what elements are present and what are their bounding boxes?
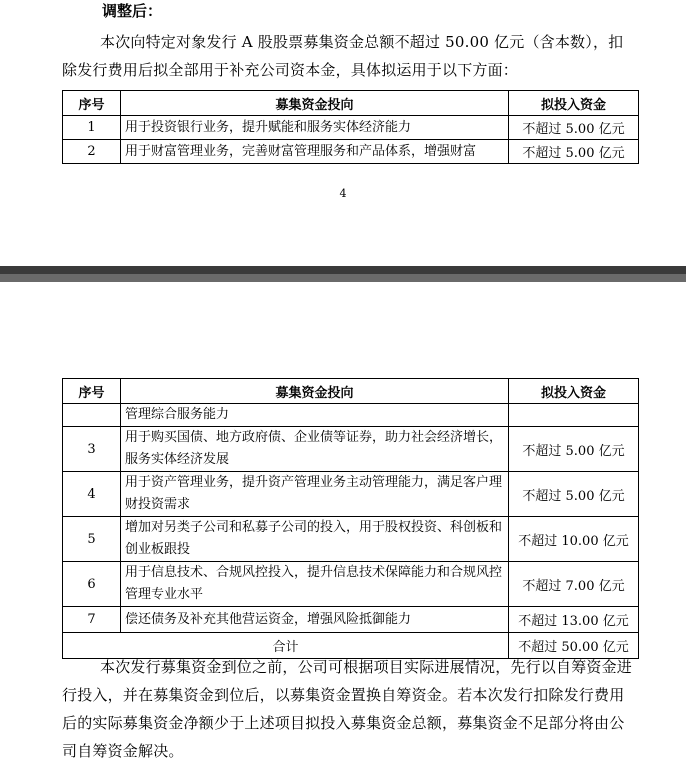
closing-paragraph: 本次发行募集资金到位之前，公司可根据项目实际进展情况，先行以自筹资金进行投入，并在募集资金到位后，以募集资金置换自筹资金。若本次发行扣除发行费用后的实际募集资金净额少于上述项目拟投入募集资金总额，募集资金不足部分将由公司自筹资金解决。 [62,658,633,760]
page-separator [0,266,686,282]
row-number: 2 [63,140,121,164]
row-amount: 不超过 7.00 亿元 [509,562,639,607]
table-row [63,116,639,140]
header-amount: 拟投入资金 [509,379,639,404]
table-row [63,472,639,517]
total-amount: 不超过 50.00 亿元 [509,633,639,659]
document-page-bottom [0,282,686,767]
table-row [63,607,639,633]
row-amount: 不超过 5.00 亿元 [509,116,639,140]
table-row-continuation [63,404,639,427]
row-use: 用于财富管理业务，完善财富管理服务和产品体系，增强财富 [121,140,509,164]
row-number: 7 [63,607,121,633]
row-use: 用于购买国债、地方政府债、企业债等证券，助力社会经济增长，服务实体经济发展 [121,427,509,472]
header-number: 序号 [63,91,121,116]
row-amount: 不超过 5.00 亿元 [509,140,639,164]
row-amount: 不超过 5.00 亿元 [509,427,639,472]
header-number: 序号 [63,379,121,404]
document-page-top [0,0,686,266]
row-amount: 不超过 13.00 亿元 [509,607,639,633]
table-header-row [63,379,639,404]
row-number: 6 [63,562,121,607]
header-use: 募集资金投向 [121,91,509,116]
row-use: 用于资产管理业务，提升资产管理业务主动管理能力，满足客户理财投资需求 [121,472,509,517]
row-use: 用于投资银行业务，提升赋能和服务实体经济能力 [121,116,509,140]
row-number: 3 [63,427,121,472]
row-use: 增加对另类子公司和私募子公司的投入，用于股权投资、科创板和创业板跟投 [121,517,509,562]
row-use: 管理综合服务能力 [121,404,509,427]
row-number: 1 [63,116,121,140]
row-amount: 不超过 5.00 亿元 [509,472,639,517]
page-number: 4 [339,187,347,200]
table-row [63,562,639,607]
table-row [63,517,639,562]
total-label: 合计 [63,633,509,659]
intro-paragraph: 本次向特定对象发行 A 股股票募集资金总额不超过 50.00 亿元（含本数），扣除发行费用后拟全部用于补充公司资本金，具体拟运用于以下方面： [62,33,624,79]
row-amount: 不超过 10.00 亿元 [509,517,639,562]
row-number: 4 [63,472,121,517]
table-row [63,427,639,472]
fund-table-part1 [62,90,639,164]
row-use: 偿还债务及补充其他营运资金，增强风险抵御能力 [121,607,509,633]
table-row [63,140,639,164]
row-use: 用于信息技术、合规风控投入，提升信息技术保障能力和合规风控管理专业水平 [121,562,509,607]
header-use: 募集资金投向 [121,379,509,404]
table-header-row [63,91,639,116]
row-number: 5 [63,517,121,562]
header-amount: 拟投入资金 [509,91,639,116]
section-heading: 调整后： [102,2,163,20]
fund-table-part2 [62,378,639,659]
